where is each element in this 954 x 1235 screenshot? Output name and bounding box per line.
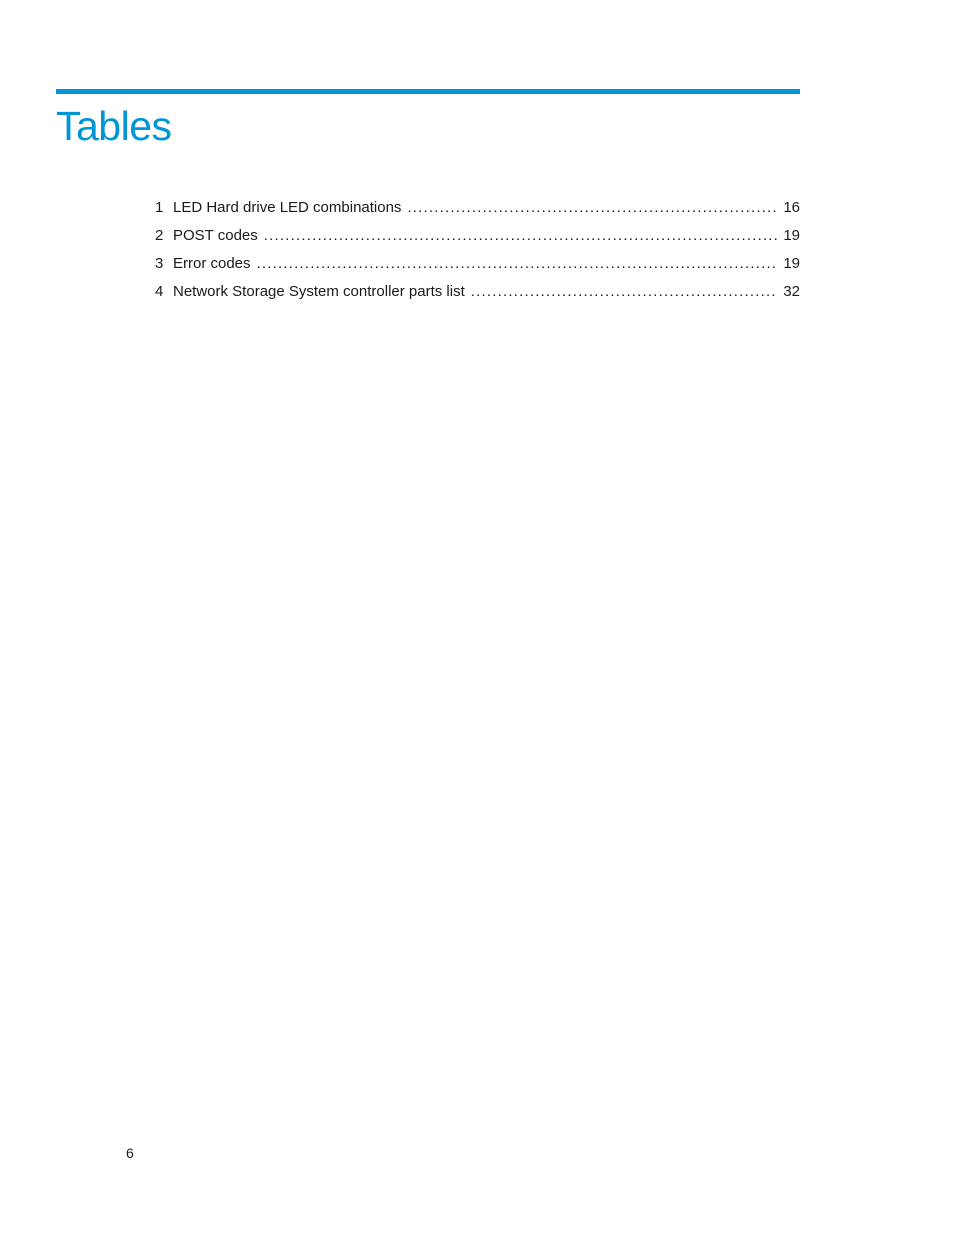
toc-entry[interactable]	[155, 196, 800, 224]
entry-title-link[interactable]: POST codes	[173, 227, 258, 244]
entry-page-link[interactable]: 19	[783, 227, 800, 244]
dot-leader	[471, 280, 778, 304]
entry-title-link[interactable]: LED Hard drive LED combinations	[173, 199, 402, 216]
dot-leader	[264, 224, 778, 248]
entry-page-link[interactable]: 16	[783, 199, 800, 216]
toc-entry[interactable]	[155, 280, 800, 308]
page-title: Tables	[56, 103, 172, 149]
entry-page-link[interactable]: 19	[783, 255, 800, 272]
dot-leader	[407, 196, 777, 220]
entry-number: 1	[155, 199, 164, 216]
entry-number: 4	[155, 283, 164, 300]
entry-number: 2	[155, 227, 164, 244]
entry-page-link[interactable]: 32	[783, 283, 800, 300]
toc-entry[interactable]	[155, 224, 800, 252]
dot-leader	[257, 252, 778, 276]
header-rule	[56, 89, 800, 94]
page-number: 6	[126, 1145, 134, 1161]
entry-title-link[interactable]: Network Storage System controller parts list	[173, 283, 465, 300]
toc-entry[interactable]	[155, 252, 800, 280]
entry-title-link[interactable]: Error codes	[173, 255, 251, 272]
entry-number: 3	[155, 255, 164, 272]
tables-list	[155, 196, 800, 308]
